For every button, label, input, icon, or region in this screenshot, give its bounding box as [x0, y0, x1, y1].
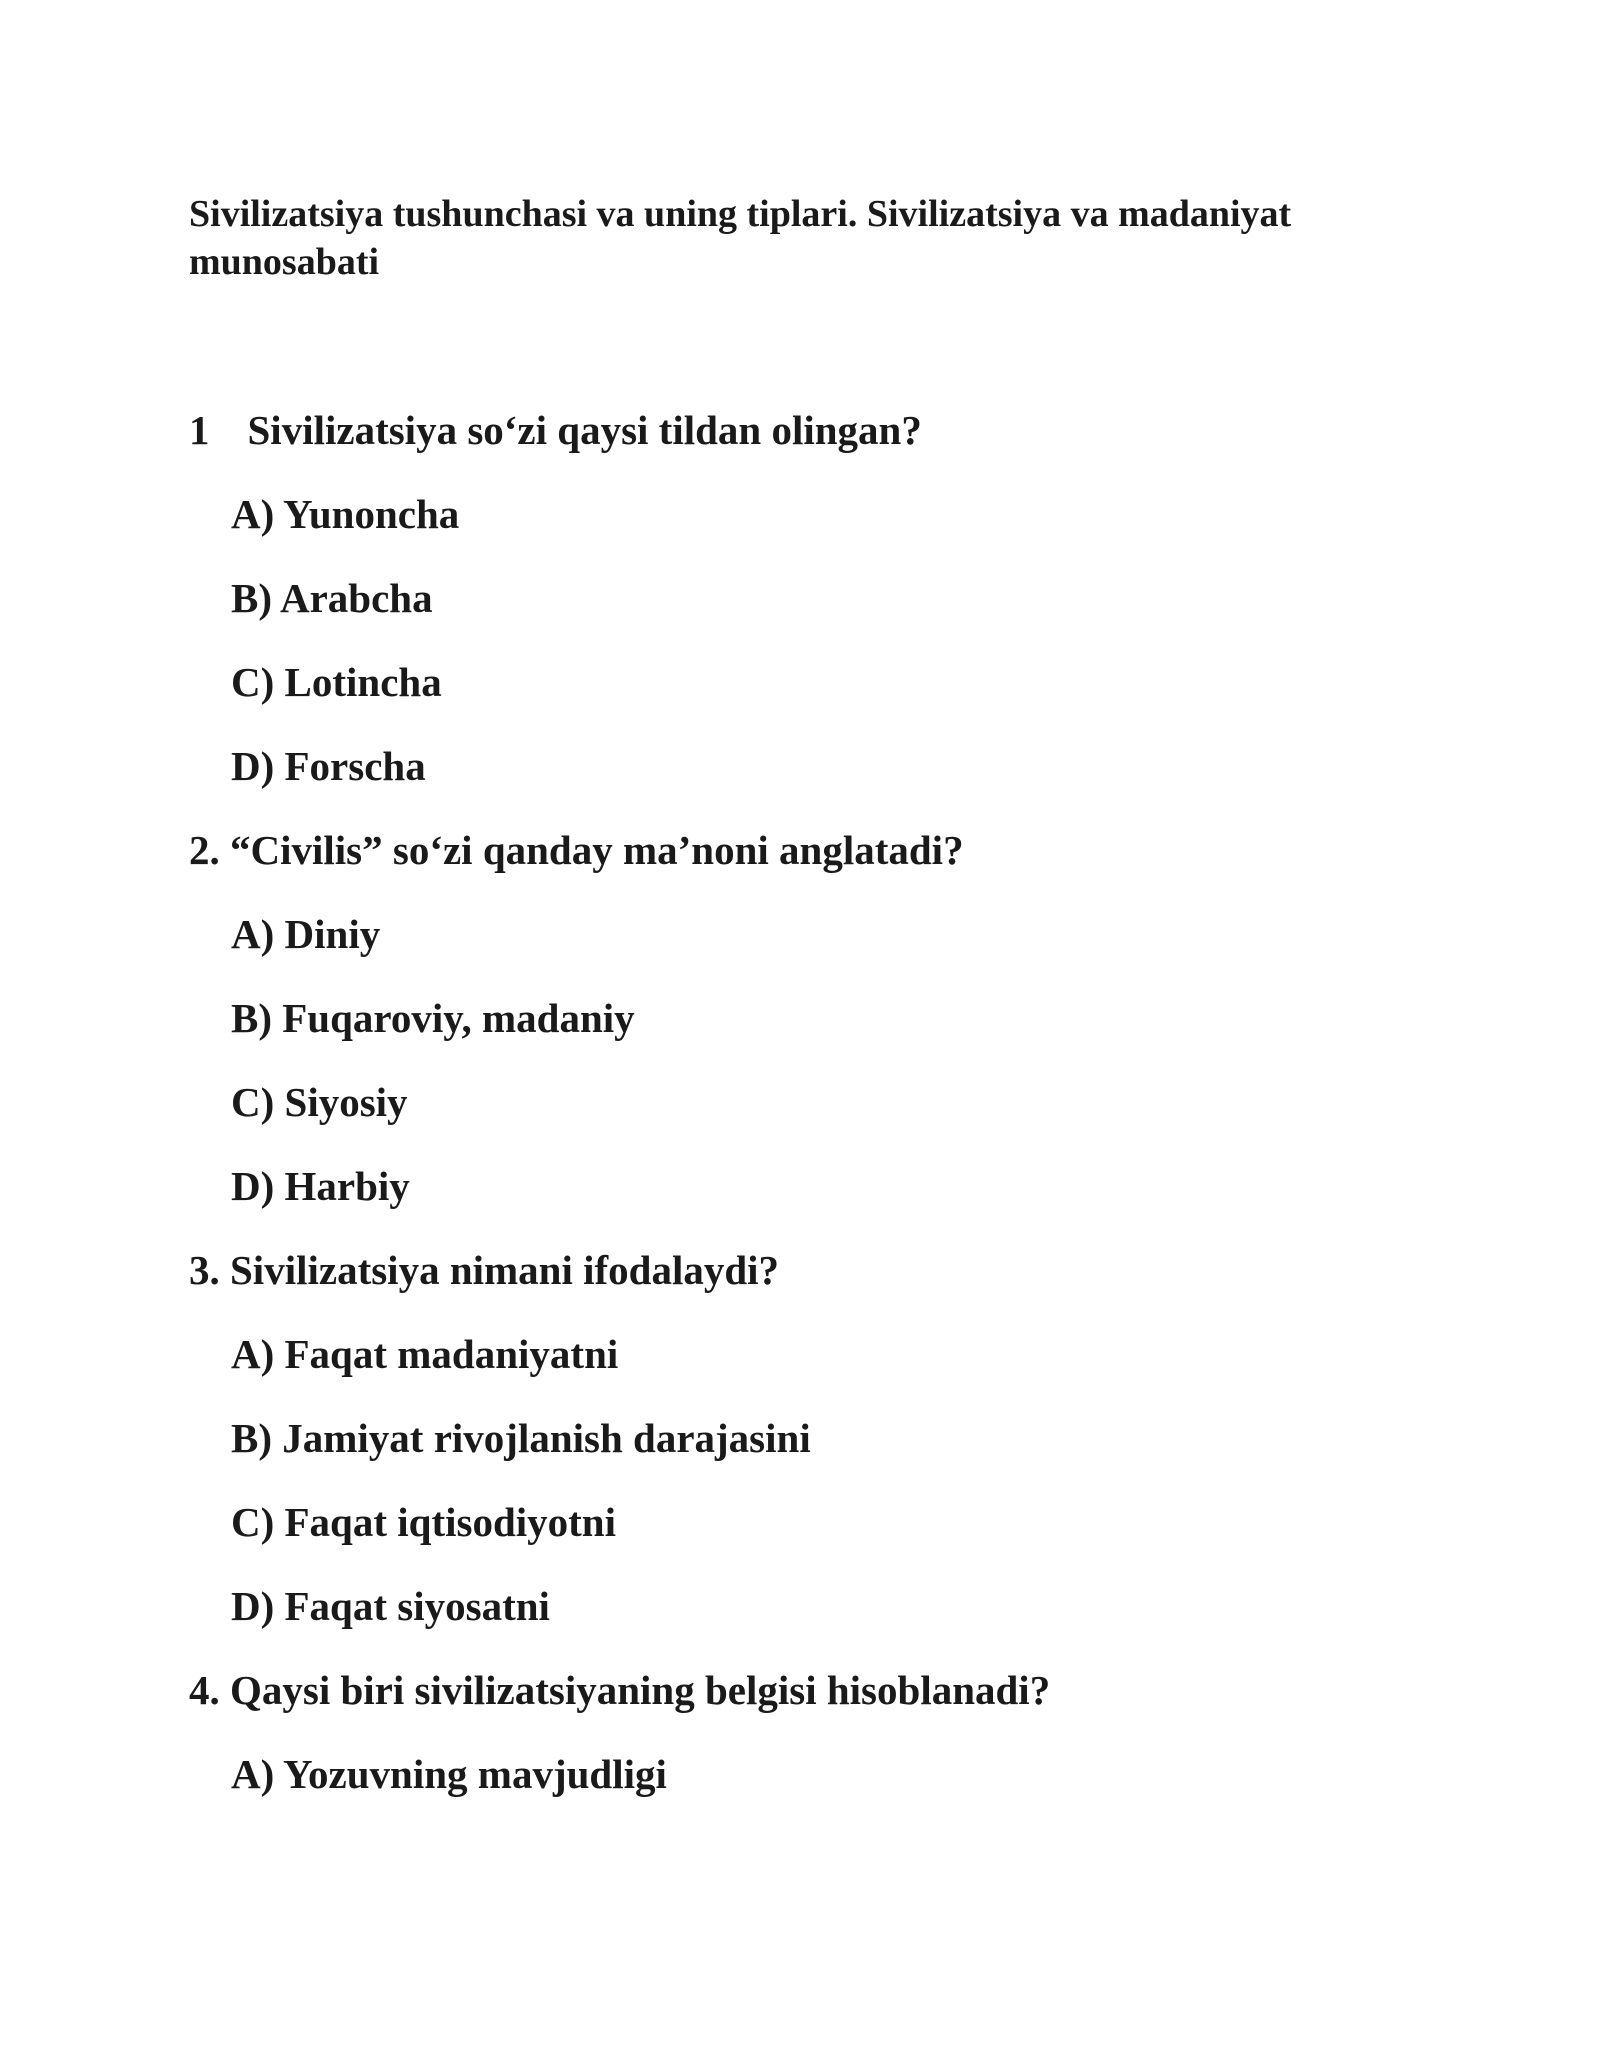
- question-1-option-d: D) Forscha: [231, 743, 426, 789]
- question-text: Sivilizatsiya nimani ifodalaydi?: [230, 1247, 780, 1293]
- question-3: [189, 1245, 779, 1295]
- question-1-option-b: B) Arabcha: [231, 575, 433, 621]
- question-1: [189, 405, 922, 455]
- question-4-option-a: A) Yozuvning mavjudligi: [231, 1751, 667, 1797]
- question-3-option-c: C) Faqat iqtisodiyotni: [231, 1499, 616, 1545]
- question-number: 2.: [189, 827, 220, 873]
- question-2-option-a: A) Diniy: [231, 911, 381, 957]
- question-2-option-c: C) Siyosiy: [231, 1079, 408, 1125]
- question-text: “Civilis” so‘zi qanday ma’noni anglatadi?: [230, 827, 964, 873]
- question-3-option-d: D) Faqat siyosatni: [231, 1583, 550, 1629]
- question-number: 1: [189, 407, 210, 453]
- question-1-option-c: C) Lotincha: [231, 659, 442, 705]
- document-title: Sivilizatsiya tushunchasi va uning tiplari. Sivilizatsiya va madaniyat munosabati: [189, 193, 1292, 283]
- question-3-option-a: A) Faqat madaniyatni: [231, 1331, 619, 1377]
- question-text: Sivilizatsiya so‘zi qaysi tildan olingan?: [247, 407, 922, 453]
- question-2-option-b: B) Fuqaroviy, madaniy: [231, 995, 635, 1041]
- question-1-option-a: A) Yunoncha: [231, 491, 460, 537]
- question-number: 4.: [189, 1667, 220, 1713]
- question-number: 3.: [189, 1247, 220, 1293]
- question-2-option-d: D) Harbiy: [231, 1163, 410, 1209]
- question-2: [189, 825, 964, 875]
- question-text: Qaysi biri sivilizatsiyaning belgisi hisoblanadi?: [230, 1667, 1051, 1713]
- question-3-option-b: B) Jamiyat rivojlanish darajasini: [231, 1415, 811, 1461]
- question-4: [189, 1665, 1050, 1715]
